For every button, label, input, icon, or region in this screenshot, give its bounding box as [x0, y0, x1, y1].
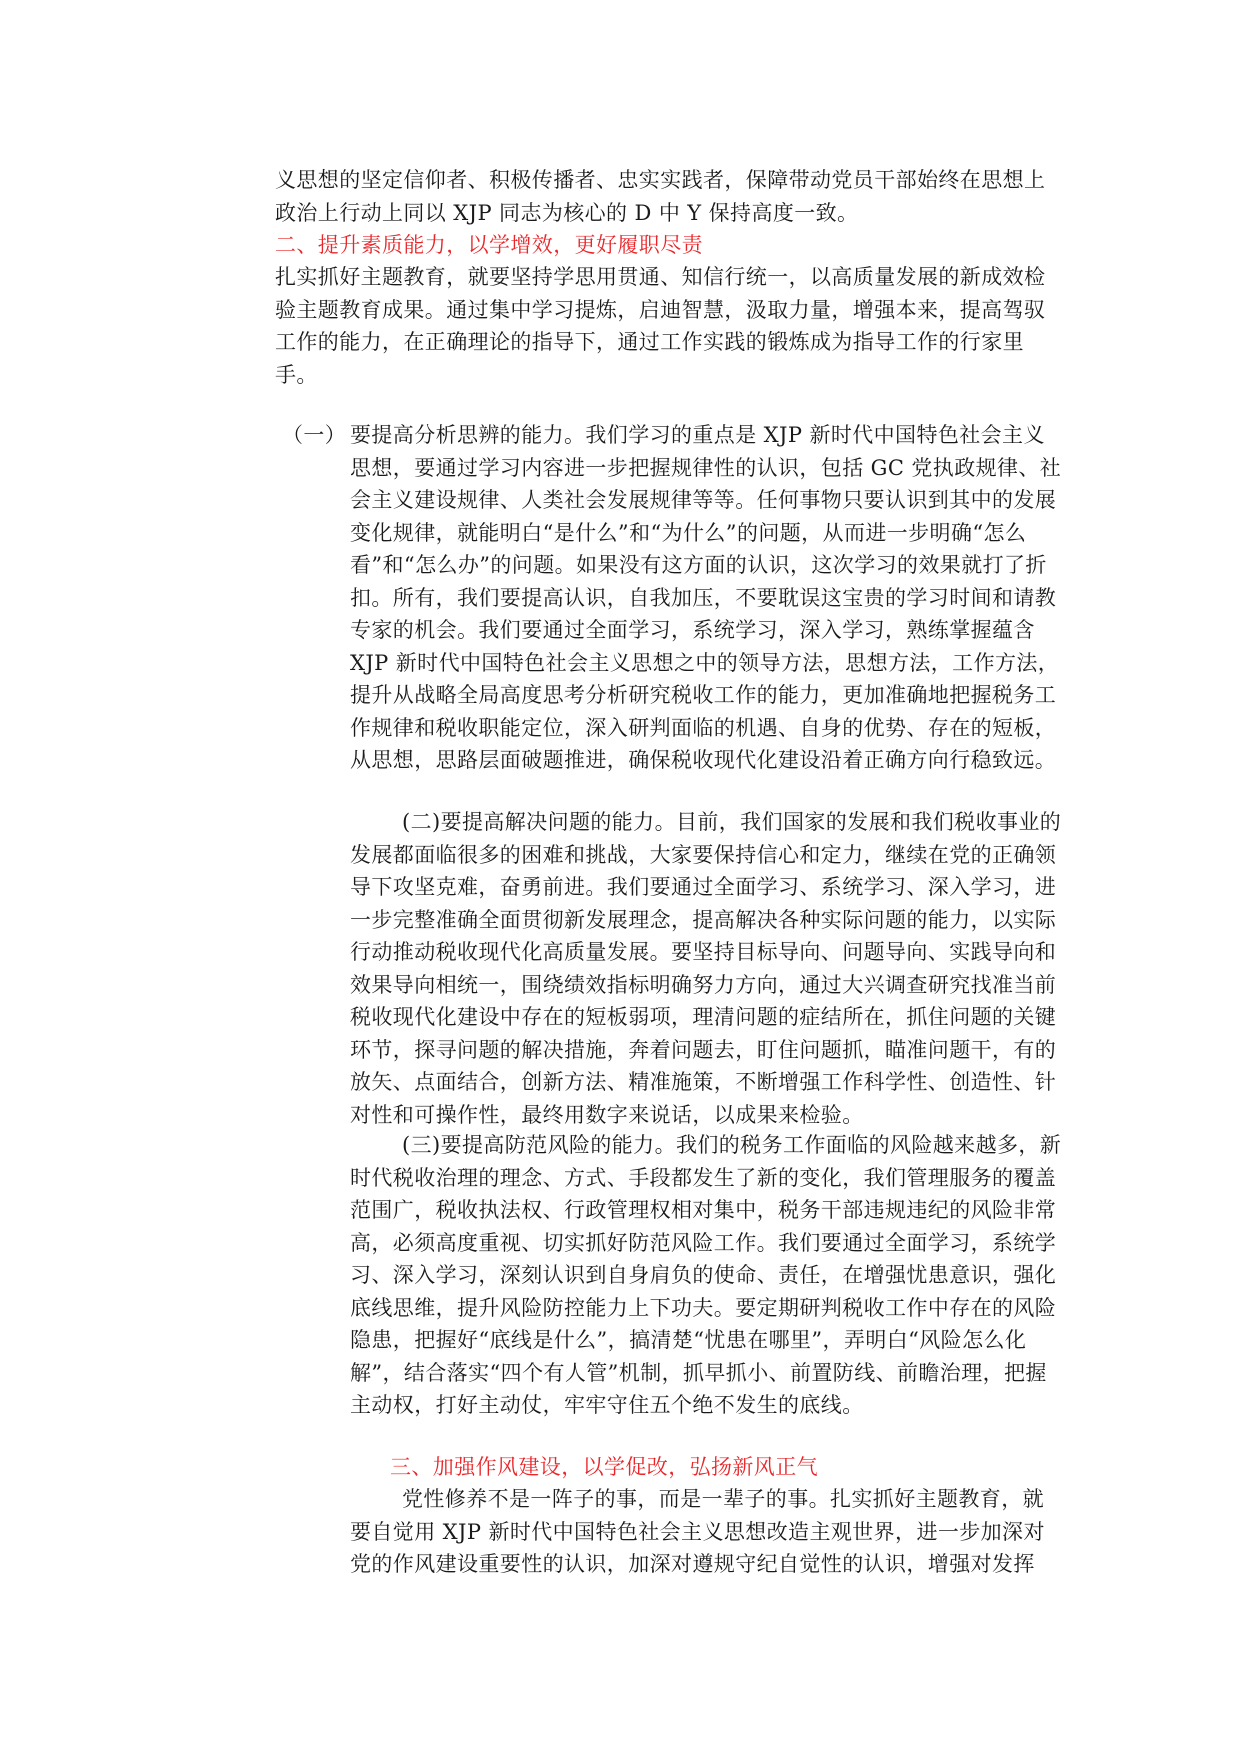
list-item-2-text: (二)要提高解决问题的能力。目前，我们国家的发展和我们税收事业的发展都面临很多的困难和挑战，大家要保持信心和定力，继续在党的正确领导下攻坚克难，奋勇前进。我们要通过全面学习、系统学习、深入学习，进一步完整准确全面贯彻新发展理念，提高解决各种实际问题的能力，以实际行动推动税收现代化高质量发展。要坚持目标导向、问题导向、实践导向和效果导向相统一，围绕绩效指标明确努力方向，通过大兴调查研究找准当前税收现代化建设中存在的短板弱项，理清问题的症结所在，抓住问题的关键环节，探寻问题的解决措施，奔着问题去，盯住问题抓，瞄准问题干，有的放矢、点面结合，创新方法、精准施策，不断增强工作科学性、创造性、针对性和可操作性，最终用数字来说话，以成果来检验。	[350, 810, 1062, 1127]
list-item-3-text: (三)要提高防范风险的能力。我们的税务工作面临的风险越来越多，新时代税收治理的理念、方式、手段都发生了新的变化，我们管理服务的覆盖范围广，税收执法权、行政管理权相对集中，税务干部违规违纪的风险非常高，必须高度重视、切实抓好防范风险工作。我们要通过全面学习，系统学习、深入学习，深刻认识到自身肩负的使命、责任，在增强忧患意识，强化底线思维，提升风险防控能力上下功夫。要定期研判税收工作中存在的风险隐患，把握好“底线是什么”，搞清楚“忧患在哪里”，弄明白“风险怎么化解”，结合落实“四个有人管”机制，抓早抓小、前置防线、前瞻治理，把握主动权，打好主动仗，牢牢守住五个绝不发生的底线。	[350, 1133, 1062, 1417]
section-3-heading: 三、加强作风建设，以学促改，弘扬新风正气	[390, 1455, 818, 1479]
section-3-paragraph: 党性修养不是一阵子的事，而是一辈子的事。扎实抓好主题教育，就要自觉用 XJP 新时代中国特色社会主义思想改造主观世界，进一步加深对党的作风建设重要性的认识，加深对遵规守纪自觉性的认识，增强对发挥	[350, 1487, 1045, 1576]
intro-paragraph: 义思想的坚定信仰者、积极传播者、忠实实践者，保障带动党员干部始终在思想上政治上行动上同以 XJP 同志为核心的 D 中 Y 保持高度一致。	[275, 168, 1046, 225]
list-item-1-text: 要提高分析思辨的能力。我们学习的重点是 XJP 新时代中国特色社会主义思想，要通过学习内容进一步把握规律性的认识，包括 GC 党执政规律、社会主义建设规律、人类社会发展规律等等。任何事物只要认识到其中的发展变化规律，就能明白“是什么”和“为什么”的问题，从而进一步明确“怎么看”和“怎么办”的问题。如果没有这方面的认识，这次学习的效果就打了折扣。所有，我们要提高认识，自我加压，不要耽误这宝贵的学习时间和请教专家的机会。我们要通过全面学习，系统学习，深入学习，熟练掌握蕴含 XJP 新时代中国特色社会主义思想之中的领导方法，思想方法，工作方法，提升从战略全局高度思考分析研究税收工作的能力，更加准确地把握税务工作规律和税收职能定位，深入研判面临的机遇、自身的优势、存在的短板，从思想，思路层面破题推进，确保税收现代化建设沿着正确方向行稳致远。	[350, 423, 1062, 772]
section-2-paragraph: 扎实抓好主题教育，就要坚持学思用贯通、知信行统一，以高质量发展的新成效检验主题教育成果。通过集中学习提炼，启迪智慧，汲取力量，增强本来，提高驾驭工作的能力，在正确理论的指导下，通过工作实践的锻炼成为指导工作的行家里手。	[275, 265, 1046, 387]
list-marker-1: （一）	[282, 423, 347, 447]
section-2-heading: 二、提升素质能力，以学增效，更好履职尽责	[275, 233, 703, 257]
